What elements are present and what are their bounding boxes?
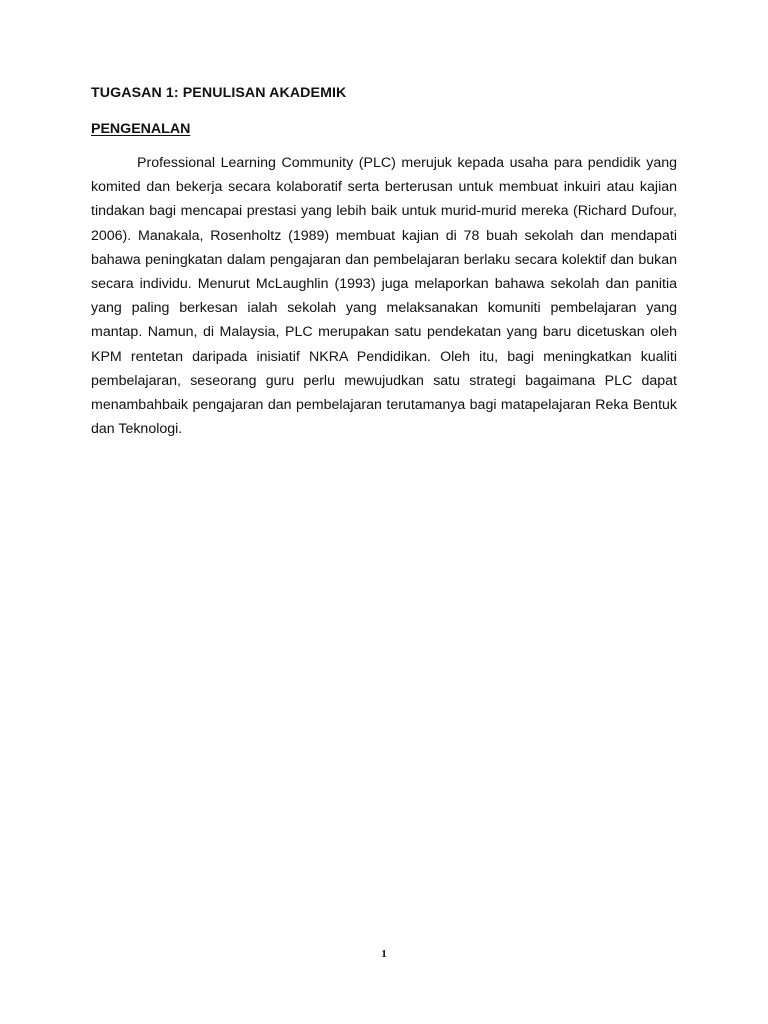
body-paragraph: Professional Learning Community (PLC) merujuk kepada usaha para pendidik yang komited dan bekerja secara kolaboratif serta berterusan untuk membuat inkuiri atau kajian tindakan bagi mencapai prestasi yang lebih baik untuk murid-murid mereka (Richard Dufour, 2006). Manakala, Rosenholtz (1989) membuat kajian di 78 buah sekolah dan mendapati bahawa peningkatan dalam pengajaran dan pembelajaran berlaku secara kolektif dan bukan secara individu. Menurut McLaughlin (1993) juga melaporkan bahawa sekolah dan panitia yang paling berkesan ialah sekolah yang melaksanakan komuniti pembelajaran yang mantap. Namun, di Malaysia, PLC merupakan satu pendekatan yang baru dicetuskan oleh KPM rentetan daripada inisiatif NKRA Pendidikan. Oleh itu, bagi meningkatkan kualiti pembelajaran, seseorang guru perlu mewujudkan satu strategi bagaimana PLC dapat menambahbaik pengajaran dan pembelajaran terutamanya bagi matapelajaran Reka Bentuk dan Teknologi.	[91, 155, 677, 438]
section-heading: PENGENALAN	[91, 121, 191, 137]
document-title: TUGASAN 1: PENULISAN AKADEMIK	[91, 85, 347, 101]
page-number: 1	[381, 948, 387, 960]
